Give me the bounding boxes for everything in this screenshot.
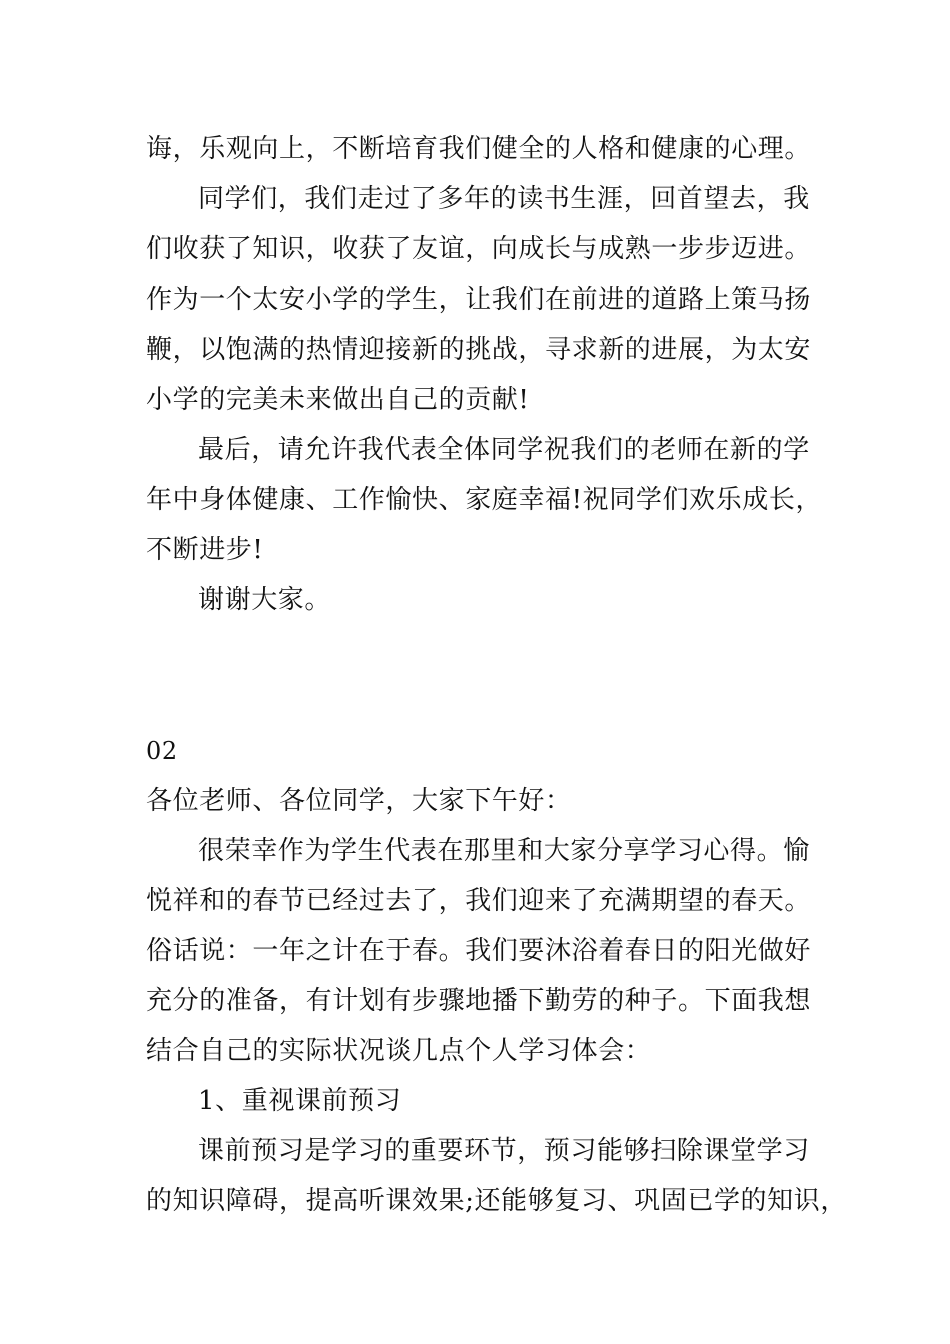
paragraph-line: 作为一个太安小学的学生，让我们在前进的道路上策马扬	[146, 285, 812, 315]
paragraph-line: 年中身体健康、工作愉快、家庭幸福!祝同学们欢乐成长，	[146, 485, 823, 515]
section-number: 02	[146, 737, 178, 765]
paragraph-line: 同学们，我们走过了多年的读书生涯，回首望去，我	[198, 184, 810, 214]
paragraph-line: 充分的准备，有计划有步骤地播下勤劳的种子。下面我想	[146, 986, 812, 1016]
paragraph-line: 悦祥和的春节已经过去了，我们迎来了充满期望的春天。	[146, 886, 812, 916]
paragraph-line: 俗话说：一年之计在于春。我们要沐浴着春日的阳光做好	[146, 936, 812, 966]
paragraph-line: 最后，请允许我代表全体同学祝我们的老师在新的学	[198, 435, 810, 465]
paragraph-line: 不断进步!	[146, 535, 264, 565]
paragraph-line: 们收获了知识，收获了友谊，向成长与成熟一步步迈进。	[146, 234, 812, 264]
greeting-line: 各位老师、各位同学，大家下午好：	[146, 786, 572, 816]
paragraph-line: 鞭，以饱满的热情迎接新的挑战，寻求新的进展，为太安	[146, 335, 812, 365]
paragraph-line: 的知识障碍，提高听课效果;还能够复习、巩固已学的知识，	[146, 1186, 847, 1216]
paragraph-line: 课前预习是学习的重要环节，预习能够扫除课堂学习	[198, 1136, 810, 1166]
paragraph-line: 小学的完美未来做出自己的贡献!	[146, 385, 530, 415]
paragraph-line: 结合自己的实际状况谈几点个人学习体会：	[146, 1036, 652, 1066]
paragraph-line: 诲，乐观向上，不断培育我们健全的人格和健康的心理。	[146, 134, 812, 164]
paragraph-line: 很荣幸作为学生代表在那里和大家分享学习心得。愉	[198, 836, 810, 866]
subheading-line: 1、重视课前预习	[198, 1086, 402, 1116]
closing-line: 谢谢大家。	[198, 585, 332, 615]
